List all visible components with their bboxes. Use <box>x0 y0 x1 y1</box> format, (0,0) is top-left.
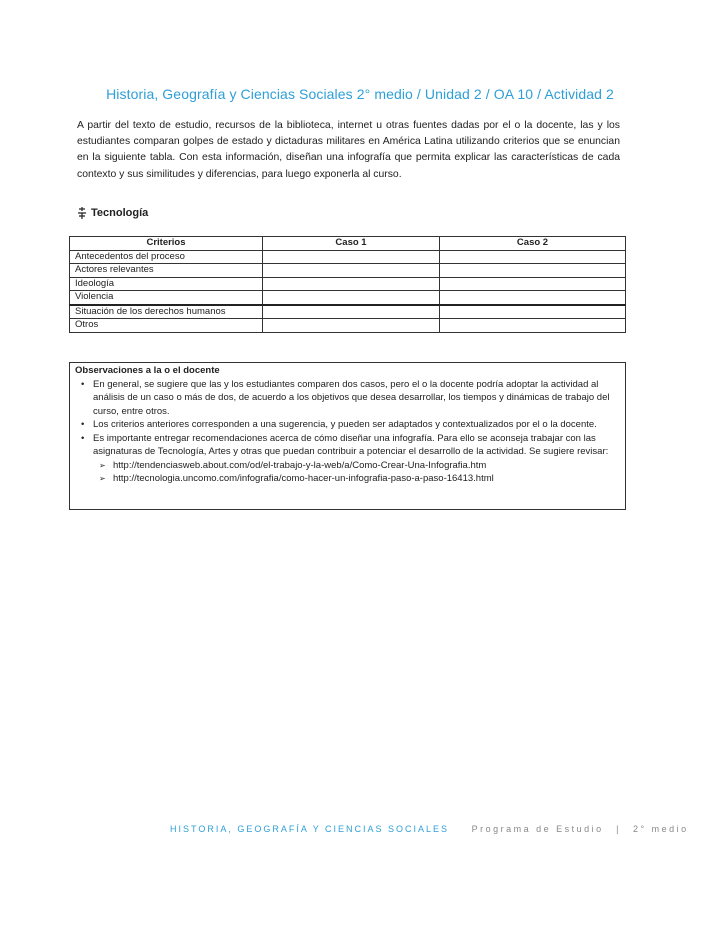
case-1-cell <box>263 264 440 278</box>
criteria-cell: Antecedentos del proceso <box>70 250 263 264</box>
case-2-cell <box>440 319 626 333</box>
case-1-cell <box>263 319 440 333</box>
page-title: Historia, Geografía y Ciencias Sociales 2° medio / Unidad 2 / OA 10 / Actividad 2 <box>106 86 614 102</box>
criteria-cell: Ideología <box>70 277 263 291</box>
table-row <box>70 305 626 319</box>
table-header-case-1: Caso 1 <box>263 237 440 251</box>
table-row <box>70 291 626 305</box>
case-1-cell <box>263 277 440 291</box>
case-2-cell <box>440 277 626 291</box>
criteria-table <box>69 236 626 333</box>
criteria-cell: Violencia <box>70 291 263 305</box>
case-1-cell <box>263 250 440 264</box>
case-1-cell <box>263 305 440 319</box>
technology-section <box>77 207 148 219</box>
footer-subject: HISTORIA, GEOGRAFÍA Y CIENCIAS SOCIALES <box>170 824 450 834</box>
resource-links-list <box>75 459 620 486</box>
table-row <box>70 264 626 278</box>
intro-paragraph: A partir del texto de estudio, recursos de la biblioteca, internet u otras fuentes dadas por el o la docente, las y los estudiantes comparan golpes de estado y dictaduras militares en América Latina utilizando criterios que se enuncian en la siguiente tabla. Con esta información, diseñan una infografía que permita explicar las características de cada contexto y sus similitudes y diferencias, para luego exponerla al curso. <box>77 120 620 180</box>
criteria-cell: Actores relevantes <box>70 264 263 278</box>
case-2-cell <box>440 250 626 264</box>
observations-list <box>75 378 620 459</box>
table-row <box>70 319 626 333</box>
page-footer <box>170 824 689 834</box>
table-header-case-2: Caso 2 <box>440 237 626 251</box>
case-2-cell <box>440 291 626 305</box>
resource-link[interactable]: ➢ http://tendenciasweb.about.com/od/el-trabajo-y-la-web/a/Como-Crear-Una-Infografia.htm <box>113 459 620 473</box>
technology-icon <box>77 207 87 219</box>
case-2-cell <box>440 305 626 319</box>
case-2-cell <box>440 264 626 278</box>
footer-program: Programa de Estudio <box>471 824 604 834</box>
list-item: • Es importante entregar recomendaciones acerca de cómo diseñar una infografía. Para ello se aconseja trabajar con las asignaturas de Tecnología, Artes y otras que puedan contribuir a potenciar el desarrollo de la actividad. Se sugiere revisar: <box>93 432 620 459</box>
list-item: • Los criterios anteriores corresponden a una sugerencia, y pueden ser adaptados y contextualizados por el o la docente. <box>93 418 620 432</box>
observations-title: Observaciones a la o el docente <box>75 365 220 376</box>
list-item: • En general, se sugiere que las y los estudiantes comparen dos casos, pero el o la docente podría adoptar la actividad al análisis de un caso o más de dos, de acuerdo a los objetivos que desea desarrollar, los tiempos y dinámicas de trabajo del curso, entre otros. <box>93 378 620 419</box>
criteria-cell: Otros <box>70 319 263 333</box>
technology-label: Tecnología <box>91 207 149 219</box>
footer-divider: | <box>616 824 621 834</box>
criteria-cell: Situación de los derechos humanos <box>70 305 263 319</box>
table-row <box>70 277 626 291</box>
table-header-criteria: Criterios <box>70 237 263 251</box>
resource-link[interactable]: ➢ http://tecnologia.uncomo.com/infografia/como-hacer-un-infografia-paso-a-paso-16413.html <box>113 472 620 486</box>
table-row <box>70 250 626 264</box>
footer-level: 2° medio <box>633 824 689 834</box>
case-1-cell <box>263 291 440 305</box>
teacher-observations-box <box>69 362 626 510</box>
